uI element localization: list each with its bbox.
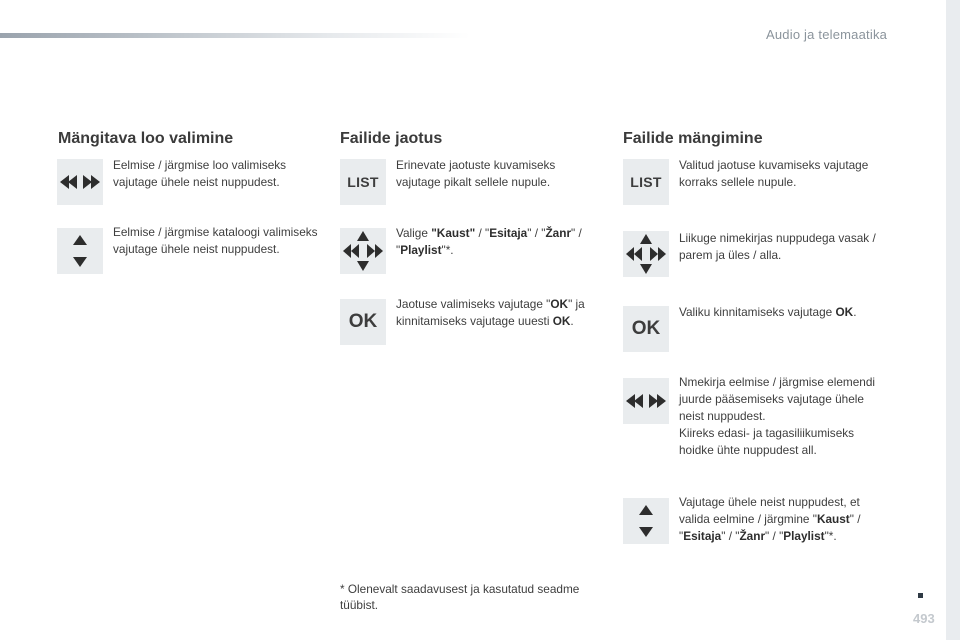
item-text-line: Kiireks edasi- ja tagasiliikumiseks hoidke ühte nuppudest all.: [679, 426, 855, 457]
seek-left-right-icon: [623, 378, 669, 424]
page-edge-strip: [946, 0, 960, 640]
item-text-line: Nmekirja eelmise / järgmise elemendi juurde pääsemiseks vajutage ühele neist nuppudest.: [679, 375, 876, 423]
section-title-file-sorting: Failide jaotus: [340, 130, 443, 147]
item-text: Eelmise / järgmise loo valimiseks vajutage ühele neist nuppudest.: [113, 158, 287, 189]
ok-label: OK: [348, 311, 378, 332]
list-label: LIST: [347, 174, 379, 190]
section-title-track-selection: Mängitava loo valimine: [58, 130, 234, 147]
seek-left-right-icon: [57, 159, 103, 205]
four-way-arrows-icon: [623, 231, 669, 277]
section-title-file-playback: Failide mängimine: [623, 130, 763, 147]
list-button-icon: [340, 159, 386, 205]
ok-label: OK: [631, 318, 661, 339]
item-text: Jaotuse valimiseks vajutage "OK" ja kinnitamiseks vajutage uuesti OK.: [396, 297, 585, 328]
running-title: Audio ja telemaatika: [766, 27, 888, 42]
up-down-icon: [623, 498, 669, 544]
list-label: LIST: [630, 174, 662, 190]
ok-button-icon: [340, 299, 386, 345]
ok-button-icon: [623, 306, 669, 352]
header-rule: [0, 33, 470, 38]
item-text: Valitud jaotuse kuvamiseks vajutage korraks sellele nupule.: [679, 158, 869, 189]
item-text: Erinevate jaotuste kuvamiseks vajutage pikalt sellele nupule.: [396, 158, 556, 189]
item-text: Valige "Kaust" / "Esitaja" / "Žanr" / "Playlist"*.: [396, 226, 582, 257]
item-text: Liikuge nimekirjas nuppudega vasak / parem ja üles / alla.: [679, 231, 876, 262]
item-text: Vajutage ühele neist nuppudest, et valida eelmine / järgmine "Kaust" / "Esitaja" / "Žanr" / "Playlist"*.: [679, 495, 861, 543]
item-text: [679, 374, 884, 459]
page-number: 493: [913, 611, 935, 626]
item-text: Valiku kinnitamiseks vajutage OK.: [679, 305, 857, 319]
up-down-icon: [57, 228, 103, 274]
footnote: * Olenevalt saadavusest ja kasutatud seadme tüübist.: [340, 582, 580, 612]
list-button-icon: [623, 159, 669, 205]
four-way-arrows-icon: [340, 228, 386, 274]
page-marker: [918, 593, 923, 598]
item-text: Eelmise / järgmise kataloogi valimiseks vajutage ühele neist nuppudest.: [113, 225, 318, 256]
